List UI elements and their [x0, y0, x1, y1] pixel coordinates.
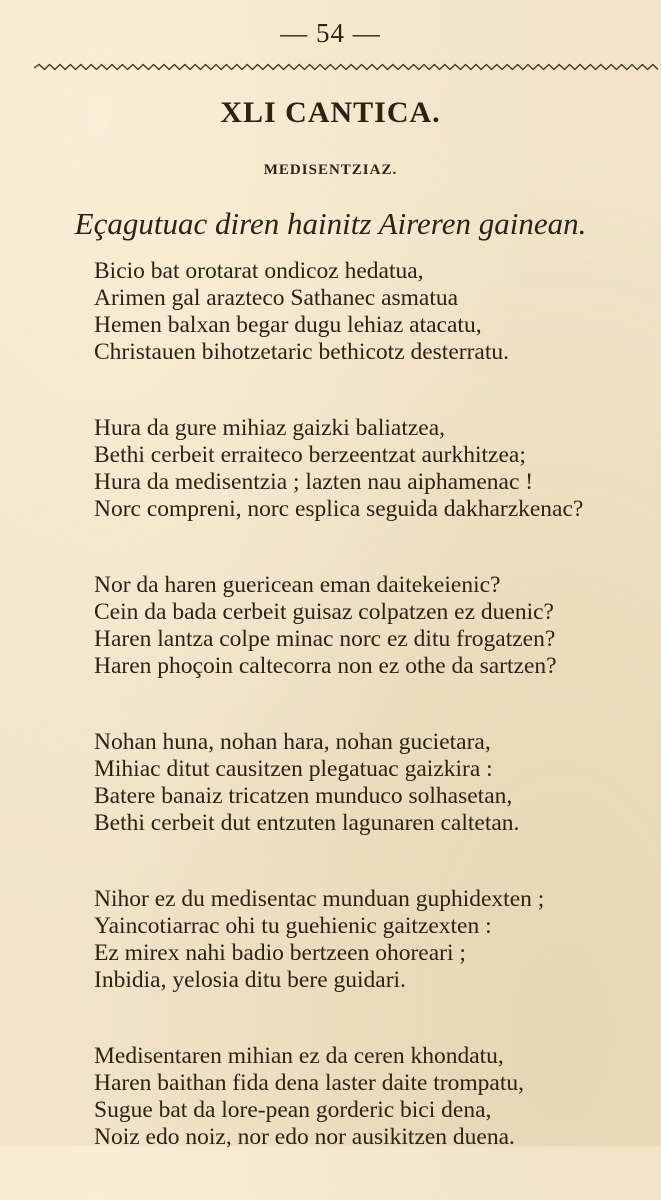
- verse-line: Bethi cerbeit erraiteco berzeentzat aurkhitzea;: [94, 442, 526, 468]
- verse-line: Medisentaren mihian ez da ceren khondatu,: [94, 1043, 504, 1069]
- decorative-wavy-rule: [34, 62, 660, 72]
- verse-line: Nihor ez du medisentac munduan guphidexten ;: [94, 886, 545, 912]
- verse-line: Arimen gal arazteco Sathanec asmatua: [94, 285, 459, 311]
- verse-line: Bicio bat orotarat ondicoz hedatua,: [94, 258, 424, 284]
- verse-line: Hura da gure mihiaz gaizki baliatzea,: [94, 415, 446, 441]
- song-heading: XLI CANTICA.: [220, 96, 441, 129]
- verse-line: Sugue bat da lore-pean gorderic bici dena,: [94, 1097, 492, 1123]
- verse-line: Cein da bada cerbeit guisaz colpatzen ez duenic?: [94, 599, 554, 625]
- verse-line: Haren phoçoin caltecorra non ez othe da sartzen?: [94, 653, 557, 679]
- verse-line: Ez mirex nahi badio bertzeen ohoreari ;: [94, 940, 466, 966]
- page-number: — 54 —: [280, 18, 381, 48]
- verse-line: Bethi cerbeit dut entzuten lagunaren caltetan.: [94, 810, 520, 836]
- verse-line: Yaincotiarrac ohi tu guehienic gaitzexten :: [94, 913, 492, 939]
- verse-block: [94, 258, 654, 1200]
- verse-line: Haren lantza colpe minac norc ez ditu frogatzen?: [94, 626, 556, 652]
- song-subheading: MEDISENTZIAZ.: [263, 162, 398, 178]
- verse-line: Nohan huna, nohan hara, nohan gucietara,: [94, 729, 491, 755]
- verse-line: Nor da haren guericean eman daitekeienic?: [94, 572, 501, 598]
- verse-line: Hemen balxan begar dugu lehiaz atacatu,: [94, 312, 482, 338]
- verse-line: Inbidia, yelosia ditu bere guidari.: [94, 967, 406, 993]
- stanza: [94, 415, 654, 523]
- verse-line: Noiz edo noiz, nor edo nor ausikitzen duena.: [94, 1124, 515, 1150]
- verse-line: Norc compreni, norc esplica seguida dakharzkenac?: [94, 496, 584, 522]
- stanza: [94, 1043, 654, 1151]
- stanza: [94, 729, 654, 837]
- stanza: [94, 572, 654, 680]
- song-subtitle: Eçagutuac diren hainitz Aireren gainean.: [74, 206, 587, 241]
- stanza: [94, 886, 654, 994]
- verse-line: Hura da medisentzia ; lazten nau aiphamenac !: [94, 469, 534, 495]
- verse-line: Mihiac ditut causitzen plegatuac gaizkira :: [94, 756, 493, 782]
- verse-line: Batere banaiz tricatzen munduco solhasetan,: [94, 783, 513, 809]
- stanza: [94, 258, 654, 366]
- verse-line: Christauen bihotzetaric bethicotz desterratu.: [94, 339, 510, 365]
- verse-line: Haren baithan fida dena laster daite trompatu,: [94, 1070, 524, 1096]
